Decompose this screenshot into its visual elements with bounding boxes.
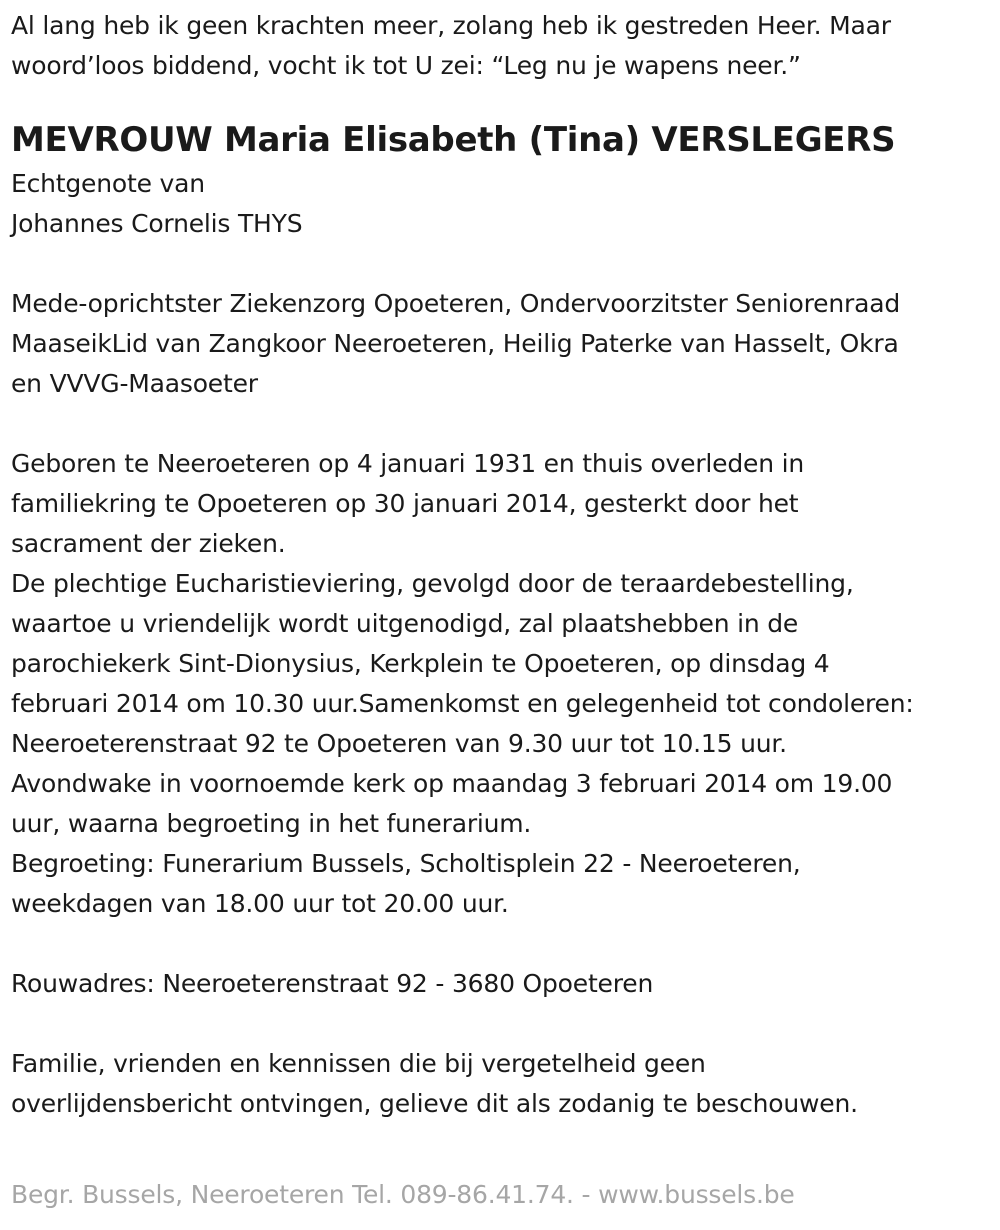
roles-line: MaaseikLid van Zangkoor Neeroeteren, Heilig Paterke van Hasselt, Okra [11, 329, 899, 358]
details-line: weekdagen van 18.00 uur tot 20.00 uur. [11, 889, 509, 918]
poem-line: Al lang heb ik geen krachten meer, zolang heb ik gestreden Heer. Maar [11, 11, 891, 40]
roles-line: en VVVG-Maasoeter [11, 369, 258, 398]
poem [11, 6, 991, 86]
details-line: Begroeting: Funerarium Bussels, Scholtisplein 22 - Neeroeteren, [11, 849, 801, 878]
notice [11, 1044, 991, 1124]
details [11, 444, 991, 924]
notice-line: overlijdensbericht ontvingen, gelieve dit als zodanig te beschouwen. [11, 1089, 858, 1118]
spouse-line: Echtgenote van [11, 169, 205, 198]
details-line: familiekring te Opoeteren op 30 januari 2014, gesterkt door het [11, 489, 799, 518]
details-line: Neeroeterenstraat 92 te Opoeteren van 9.30 uur tot 10.15 uur. [11, 729, 787, 758]
details-line: februari 2014 om 10.30 uur.Samenkomst en gelegenheid tot condoleren: [11, 689, 914, 718]
details-line: Geboren te Neeroeteren op 4 januari 1931 en thuis overleden in [11, 449, 804, 478]
details-line: sacrament der zieken. [11, 529, 286, 558]
details-line: parochiekerk Sint-Dionysius, Kerkplein te Opoeteren, op dinsdag 4 [11, 649, 830, 678]
notice-line: Familie, vrienden en kennissen die bij vergetelheid geen [11, 1049, 706, 1078]
spouse-line: Johannes Cornelis THYS [11, 209, 303, 238]
details-line: De plechtige Eucharistieviering, gevolgd door de teraardebestelling, [11, 569, 854, 598]
details-line: uur, waarna begroeting in het funerarium. [11, 809, 532, 838]
spouse-info [11, 164, 991, 244]
mourning-address: Rouwadres: Neeroeterenstraat 92 - 3680 Opoeteren [11, 969, 654, 998]
details-line: waartoe u vriendelijk wordt uitgenodigd, zal plaatshebben in de [11, 609, 799, 638]
obituary-notice [11, 6, 991, 1124]
roles-line: Mede-oprichtster Ziekenzorg Opoeteren, Ondervoorzitster Seniorenraad [11, 289, 900, 318]
poem-line: woord’loos biddend, vocht ik tot U zei: “Leg nu je wapens neer.” [11, 51, 801, 80]
details-line: Avondwake in voornoemde kerk op maandag 3 februari 2014 om 19.00 [11, 769, 893, 798]
footer-contact: Begr. Bussels, Neeroeteren Tel. 089-86.41.74. - www.bussels.be [11, 1180, 795, 1209]
roles [11, 284, 991, 404]
deceased-name: MEVROUW Maria Elisabeth (Tina) VERSLEGERS [11, 120, 896, 160]
